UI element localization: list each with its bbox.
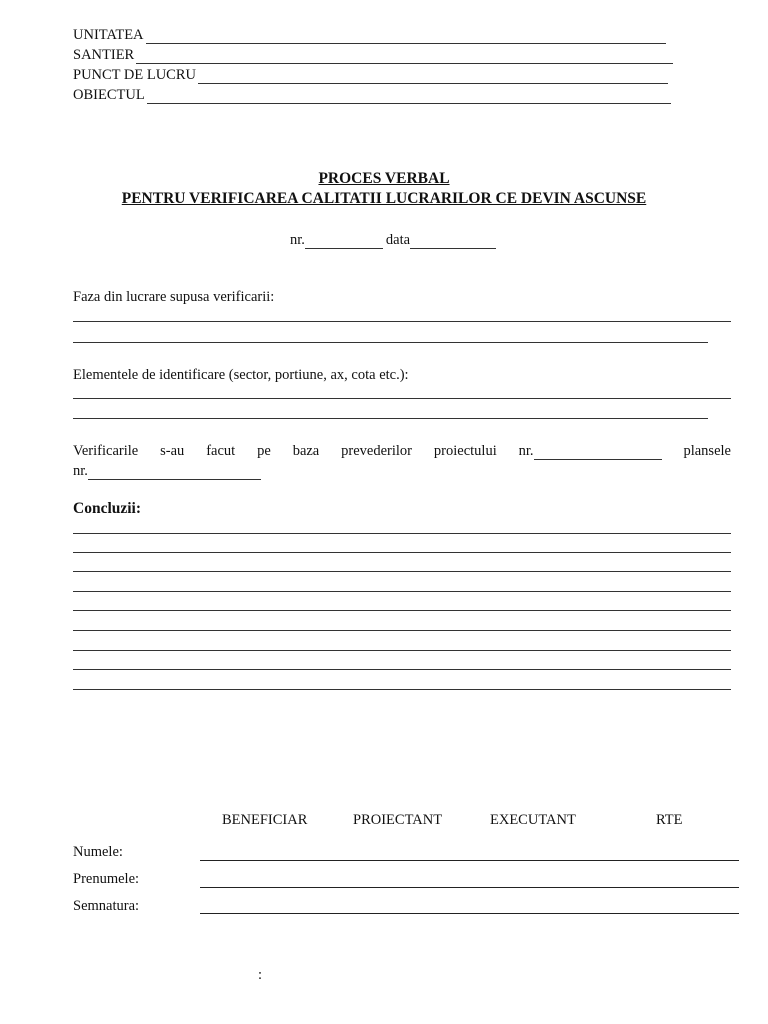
- unitatea-input[interactable]: [146, 29, 666, 44]
- santier-input[interactable]: [136, 49, 673, 64]
- verificari-word: baza: [292, 443, 320, 459]
- elemente-label: Elementele de identificare (sector, portiune, ax, cota etc.):: [73, 367, 409, 383]
- unitatea-label: UNITATEA: [73, 27, 144, 43]
- concluzii-line[interactable]: [73, 630, 731, 631]
- santier-label: SANTIER: [73, 47, 135, 63]
- punct-de-lucru-input[interactable]: [198, 69, 668, 84]
- concluzii-line[interactable]: [73, 591, 731, 592]
- footer-mark: :: [258, 967, 263, 983]
- verificari-sentence: [73, 443, 731, 460]
- field-obiectul[interactable]: [73, 86, 671, 104]
- concluzii-line[interactable]: [73, 552, 731, 553]
- verificari-word: proiectului: [433, 443, 497, 459]
- sig-col-beneficiar: BENEFICIAR: [222, 812, 308, 828]
- verificari-word: prevederilor: [341, 443, 413, 459]
- concluzii-line[interactable]: [73, 533, 731, 534]
- sig-col-rte: RTE: [656, 812, 683, 828]
- faza-label: Faza din lucrare supusa verificarii:: [73, 289, 275, 305]
- elemente-line-1[interactable]: [73, 398, 731, 399]
- obiectul-label: OBIECTUL: [73, 87, 145, 103]
- data-input[interactable]: [410, 235, 496, 249]
- field-unitatea[interactable]: [73, 26, 666, 44]
- obiectul-input[interactable]: [147, 89, 671, 104]
- plansele-nr-field[interactable]: [73, 463, 261, 480]
- sig-row-prenumele: Prenumele:: [73, 871, 140, 887]
- document-subtitle: PENTRU VERIFICAREA CALITATII LUCRARILOR CE DEVIN ASCUNSE: [121, 190, 647, 207]
- plansele-nr-label: nr.: [73, 463, 88, 479]
- plansele-nr-input[interactable]: [88, 466, 261, 480]
- sig-row-numele: Numele:: [73, 844, 123, 860]
- verificari-word: pe: [257, 443, 271, 459]
- concluzii-line[interactable]: [73, 610, 731, 611]
- plansele-label: plansele: [683, 443, 731, 459]
- numele-line[interactable]: [200, 860, 739, 861]
- proiect-nr-label: nr.: [518, 443, 534, 459]
- concluzii-label: Concluzii:: [73, 500, 142, 517]
- proiect-nr-field[interactable]: [519, 443, 662, 460]
- number-date-row: [290, 232, 496, 249]
- concluzii-line[interactable]: [73, 650, 731, 651]
- concluzii-line[interactable]: [73, 571, 731, 572]
- punct-de-lucru-label: PUNCT DE LUCRU: [73, 67, 196, 83]
- semnatura-line[interactable]: [200, 913, 739, 914]
- sig-row-semnatura: Semnatura:: [73, 898, 140, 914]
- concluzii-line[interactable]: [73, 669, 731, 670]
- verificari-word: Verificarile: [73, 443, 139, 459]
- data-label: data: [385, 232, 411, 248]
- concluzii-line[interactable]: [73, 689, 731, 690]
- document-title: PROCES VERBAL: [318, 170, 450, 187]
- nr-input[interactable]: [305, 235, 383, 249]
- proiect-nr-input[interactable]: [534, 446, 662, 460]
- sig-col-executant: EXECUTANT: [490, 812, 576, 828]
- verificari-word: s-au: [160, 443, 185, 459]
- verificari-word: facut: [206, 443, 236, 459]
- field-santier[interactable]: [73, 46, 673, 64]
- elemente-line-2[interactable]: [73, 418, 708, 419]
- field-punct-de-lucru[interactable]: [73, 66, 668, 84]
- sig-col-proiectant: PROIECTANT: [353, 812, 443, 828]
- prenumele-line[interactable]: [200, 887, 739, 888]
- faza-line-2[interactable]: [73, 342, 708, 343]
- faza-line-1[interactable]: [73, 321, 731, 322]
- nr-label: nr.: [290, 232, 305, 248]
